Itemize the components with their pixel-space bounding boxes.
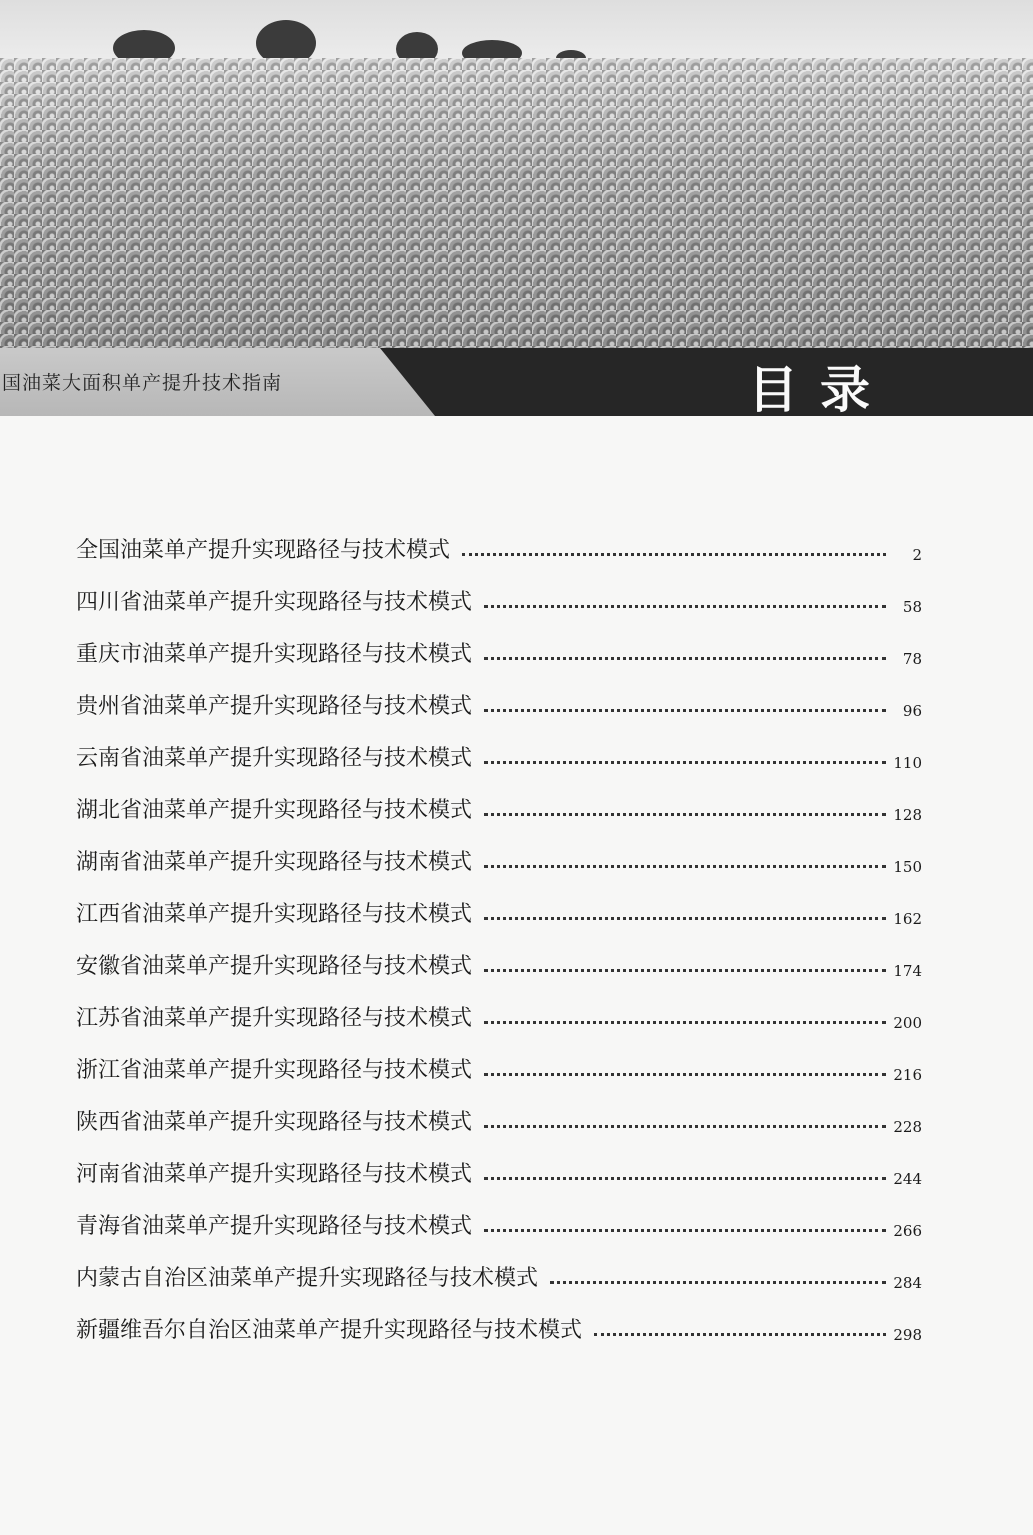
toc-entry[interactable] (76, 1086, 922, 1138)
toc-entry[interactable] (76, 1034, 922, 1086)
toc-entry-title: 浙江省油菜单产提升实现路径与技术模式 (76, 1058, 473, 1083)
toc-entry-title: 重庆市油菜单产提升实现路径与技术模式 (76, 642, 473, 667)
toc-entry-title: 湖南省油菜单产提升实现路径与技术模式 (76, 850, 473, 875)
toc-entry[interactable] (76, 1138, 922, 1190)
toc-page-number: 228 (893, 1118, 922, 1136)
toc-page-number: 244 (893, 1170, 922, 1188)
toc-page-number: 128 (893, 806, 922, 824)
toc-entry-title: 陕西省油菜单产提升实现路径与技术模式 (76, 1110, 473, 1135)
toc-page-number: 174 (893, 962, 922, 980)
toc-entry[interactable] (76, 1242, 922, 1294)
toc-page-number: 2 (912, 546, 922, 564)
dot-leader (484, 803, 886, 816)
toc-entry[interactable] (76, 618, 922, 670)
toc-page-number: 96 (902, 702, 922, 720)
toc-entry[interactable] (76, 722, 922, 774)
toc-entry[interactable] (76, 1190, 922, 1242)
rapeseed-field (0, 58, 1033, 350)
toc-entry[interactable] (76, 1294, 922, 1346)
dot-leader (484, 647, 886, 660)
dot-leader (484, 855, 886, 868)
toc-entry-title: 新疆维吾尔自治区油菜单产提升实现路径与技术模式 (76, 1318, 583, 1343)
toc-entry-title: 安徽省油菜单产提升实现路径与技术模式 (76, 954, 473, 979)
toc-entry[interactable] (76, 826, 922, 878)
toc-page-number: 266 (893, 1222, 922, 1240)
toc-entry-title: 云南省油菜单产提升实现路径与技术模式 (76, 746, 473, 771)
toc-page-number: 216 (893, 1066, 922, 1084)
dot-leader (484, 1011, 886, 1024)
dot-leader (484, 1219, 886, 1232)
toc-entry[interactable] (76, 774, 922, 826)
toc-entry-title: 四川省油菜单产提升实现路径与技术模式 (76, 590, 473, 615)
toc-entry-title: 江西省油菜单产提升实现路径与技术模式 (76, 902, 473, 927)
toc-entry-title: 河南省油菜单产提升实现路径与技术模式 (76, 1162, 473, 1187)
header-photo (0, 0, 1033, 350)
dot-leader (484, 751, 886, 764)
table-of-contents (76, 514, 922, 1346)
page-title: 目录 (748, 361, 892, 419)
toc-entry-title: 江苏省油菜单产提升实现路径与技术模式 (76, 1006, 473, 1031)
dot-leader (484, 1063, 886, 1076)
toc-entry-title: 贵州省油菜单产提升实现路径与技术模式 (76, 694, 473, 719)
toc-page-number: 162 (893, 910, 922, 928)
toc-entry[interactable] (76, 670, 922, 722)
toc-page-number: 58 (902, 598, 922, 616)
dot-leader (484, 907, 886, 920)
toc-entry[interactable] (76, 514, 922, 566)
toc-page-number: 110 (893, 754, 922, 772)
toc-page-number: 284 (893, 1274, 922, 1292)
toc-entry[interactable] (76, 982, 922, 1034)
toc-page-number: 298 (893, 1326, 922, 1344)
dot-leader (550, 1271, 886, 1284)
dot-leader (462, 543, 886, 556)
dot-leader (594, 1323, 886, 1336)
toc-entry-title: 内蒙古自治区油菜单产提升实现路径与技术模式 (76, 1266, 539, 1291)
toc-entry-title: 青海省油菜单产提升实现路径与技术模式 (76, 1214, 473, 1239)
dot-leader (484, 1115, 886, 1128)
dot-leader (484, 959, 886, 972)
toc-page-number: 200 (893, 1014, 922, 1032)
title-band (0, 348, 1033, 419)
toc-entry[interactable] (76, 566, 922, 618)
toc-entry-title: 湖北省油菜单产提升实现路径与技术模式 (76, 798, 473, 823)
toc-page-number: 150 (893, 858, 922, 876)
toc-entry-title: 全国油菜单产提升实现路径与技术模式 (76, 538, 451, 563)
toc-page-number: 78 (902, 650, 922, 668)
toc-entry[interactable] (76, 878, 922, 930)
dot-leader (484, 595, 886, 608)
dot-leader (484, 699, 886, 712)
toc-entry[interactable] (76, 930, 922, 982)
dot-leader (484, 1167, 886, 1180)
series-title: 国油菜大面积单产提升技术指南 (2, 372, 283, 394)
